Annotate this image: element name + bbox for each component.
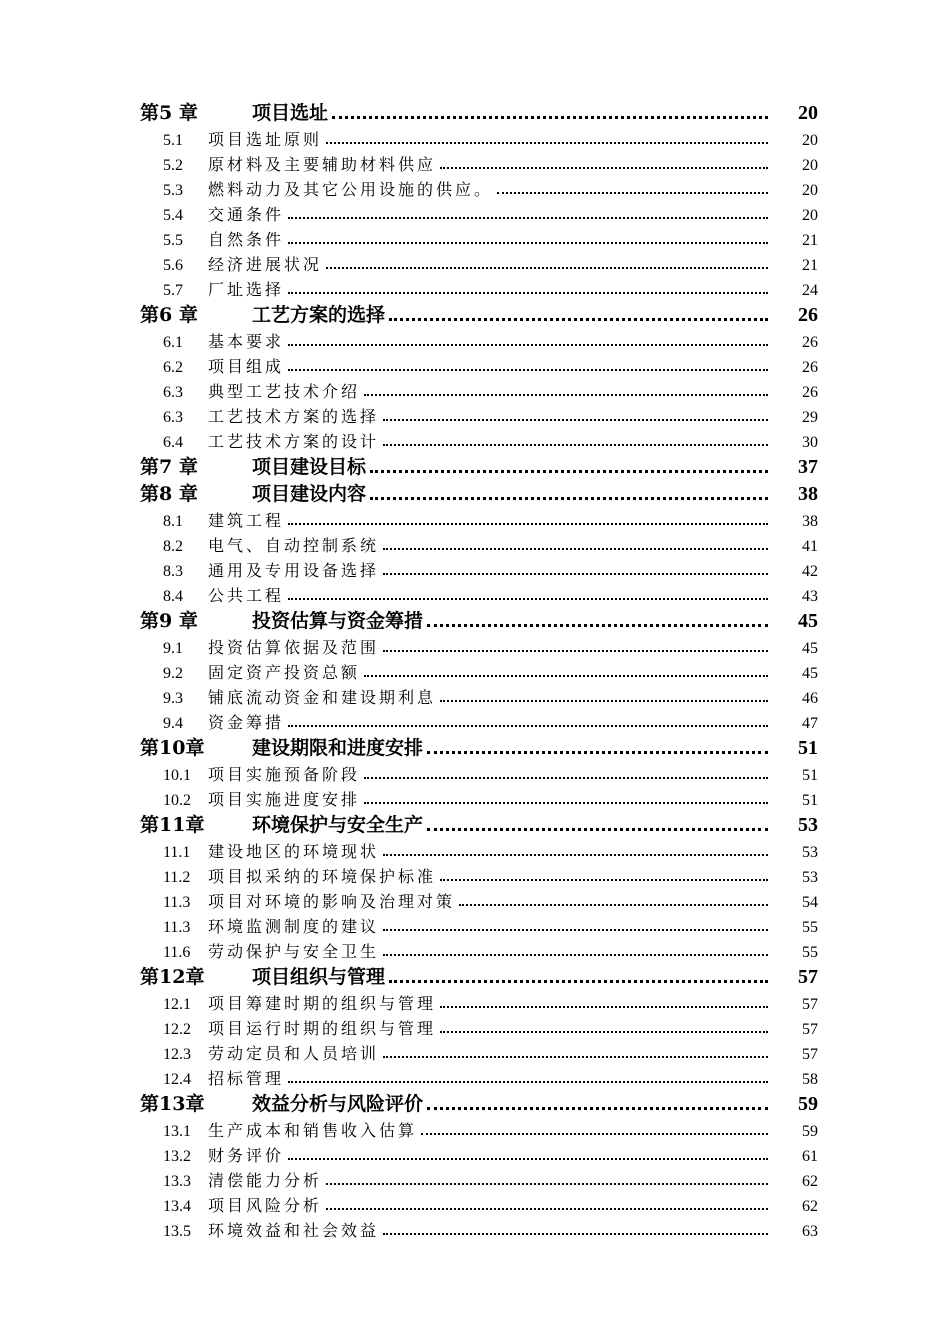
toc-section-entry[interactable] bbox=[140, 1116, 818, 1141]
toc-entry-number: 12.3 bbox=[163, 1046, 191, 1063]
toc-chapter-entry[interactable] bbox=[140, 1089, 818, 1116]
toc-page-number: 20 bbox=[802, 207, 818, 224]
toc-page-number: 55 bbox=[802, 919, 818, 936]
toc-page-number: 38 bbox=[802, 513, 818, 530]
toc-page-number: 20 bbox=[802, 182, 818, 199]
toc-section-entry[interactable] bbox=[140, 760, 818, 785]
toc-chapter-entry[interactable] bbox=[140, 733, 818, 760]
toc-section-entry[interactable] bbox=[140, 1014, 818, 1039]
toc-section-entry[interactable] bbox=[140, 1216, 818, 1241]
toc-entry-number: 12.2 bbox=[163, 1021, 191, 1038]
toc-entry-title: 投资估算依据及范围 bbox=[208, 638, 380, 657]
toc-page-number: 59 bbox=[802, 1123, 818, 1140]
dot-leader bbox=[364, 393, 768, 396]
toc-page-number: 57 bbox=[802, 1021, 818, 1038]
toc-entry-number: 第11章 bbox=[140, 814, 205, 836]
toc-entry-number: 9.2 bbox=[163, 665, 183, 682]
toc-entry-title: 项目选址原则 bbox=[208, 130, 323, 149]
toc-entry-number: 11.2 bbox=[163, 869, 191, 886]
toc-entry-title: 公共工程 bbox=[208, 586, 285, 605]
toc-entry-title: 原材料及主要辅助材料供应 bbox=[208, 155, 437, 174]
toc-entry-title: 项目筹建时期的组织与管理 bbox=[208, 994, 437, 1013]
dot-leader bbox=[389, 979, 768, 983]
toc-entry-number: 第9 章 bbox=[140, 610, 198, 632]
toc-entry-title: 环境监测制度的建议 bbox=[208, 917, 380, 936]
toc-page-number: 53 bbox=[798, 814, 818, 836]
toc-entry-number: 9.1 bbox=[163, 640, 183, 657]
toc-section-entry[interactable] bbox=[140, 506, 818, 531]
dot-leader bbox=[288, 291, 768, 294]
toc-entry-number: 5.4 bbox=[163, 207, 183, 224]
dot-leader bbox=[326, 1182, 768, 1185]
toc-page-number: 38 bbox=[798, 483, 818, 505]
dot-leader bbox=[288, 343, 768, 346]
toc-entry-title: 基本要求 bbox=[208, 332, 285, 351]
toc-entry-number: 11.1 bbox=[163, 844, 191, 861]
toc-section-entry[interactable] bbox=[140, 200, 818, 225]
toc-entry-number: 11.3 bbox=[163, 894, 191, 911]
toc-page-number: 51 bbox=[798, 737, 818, 759]
dot-leader bbox=[288, 522, 768, 525]
toc-entry-number: 5.7 bbox=[163, 282, 183, 299]
dot-leader bbox=[427, 750, 768, 754]
dot-leader bbox=[364, 801, 768, 804]
toc-page-number: 46 bbox=[802, 690, 818, 707]
dot-leader bbox=[459, 903, 768, 906]
toc-entry-title: 项目对环境的影响及治理对策 bbox=[208, 892, 456, 911]
toc-page-number: 24 bbox=[802, 282, 818, 299]
dot-leader bbox=[370, 469, 768, 473]
toc-entry-number: 13.4 bbox=[163, 1198, 191, 1215]
dot-leader bbox=[383, 572, 768, 575]
toc-entry-number: 第5 章 bbox=[140, 102, 198, 124]
toc-entry-title: 工艺技术方案的选择 bbox=[208, 407, 380, 426]
toc-entry-number: 11.6 bbox=[163, 944, 191, 961]
toc-entry-number: 第10章 bbox=[140, 737, 205, 759]
toc-section-entry[interactable] bbox=[140, 402, 818, 427]
toc-entry-number: 6.1 bbox=[163, 334, 183, 351]
toc-page-number: 57 bbox=[802, 1046, 818, 1063]
toc-page-number: 55 bbox=[802, 944, 818, 961]
dot-leader bbox=[332, 115, 768, 119]
toc-entry-number: 13.3 bbox=[163, 1173, 191, 1190]
toc-page-number: 62 bbox=[802, 1198, 818, 1215]
dot-leader bbox=[383, 928, 768, 931]
toc-chapter-entry[interactable] bbox=[140, 810, 818, 837]
toc-page-number: 21 bbox=[802, 232, 818, 249]
toc-page-number: 53 bbox=[802, 869, 818, 886]
toc-entry-title: 工艺方案的选择 bbox=[252, 304, 386, 326]
toc-entry-title: 电气、自动控制系统 bbox=[208, 536, 380, 555]
toc-entry-number: 10.1 bbox=[163, 767, 191, 784]
toc-entry-number: 6.3 bbox=[163, 384, 183, 401]
toc-section-entry[interactable] bbox=[140, 1191, 818, 1216]
toc-page-number: 43 bbox=[802, 588, 818, 605]
toc-page-number: 29 bbox=[802, 409, 818, 426]
toc-entry-title: 典型工艺技术介绍 bbox=[208, 382, 361, 401]
toc-entry-title: 项目建设目标 bbox=[252, 456, 367, 478]
toc-entry-number: 9.4 bbox=[163, 715, 183, 732]
toc-entry-title: 资金筹措 bbox=[208, 713, 285, 732]
toc-section-entry[interactable] bbox=[140, 531, 818, 556]
toc-section-entry[interactable] bbox=[140, 837, 818, 862]
dot-leader bbox=[288, 1080, 768, 1083]
toc-section-entry[interactable] bbox=[140, 658, 818, 683]
toc-entry-title: 建筑工程 bbox=[208, 511, 285, 530]
toc-page-number: 26 bbox=[798, 304, 818, 326]
dot-leader bbox=[427, 1106, 768, 1110]
toc-section-entry[interactable] bbox=[140, 327, 818, 352]
toc-section-entry[interactable] bbox=[140, 1166, 818, 1191]
dot-leader bbox=[383, 443, 768, 446]
toc-entry-title: 生产成本和销售收入估算 bbox=[208, 1121, 418, 1140]
toc-page-number: 21 bbox=[802, 257, 818, 274]
toc-page-number: 42 bbox=[802, 563, 818, 580]
toc-entry-title: 劳动定员和人员培训 bbox=[208, 1044, 380, 1063]
toc-entry-title: 交通条件 bbox=[208, 205, 285, 224]
toc-entry-number: 9.3 bbox=[163, 690, 183, 707]
dot-leader bbox=[288, 216, 768, 219]
dot-leader bbox=[364, 674, 768, 677]
toc-section-entry[interactable] bbox=[140, 175, 818, 200]
dot-leader bbox=[383, 649, 768, 652]
toc-entry-title: 环境保护与安全生产 bbox=[252, 814, 424, 836]
toc-page-number: 26 bbox=[802, 334, 818, 351]
toc-entry-title: 项目选址 bbox=[252, 102, 329, 124]
toc-entry-title: 项目拟采纳的环境保护标准 bbox=[208, 867, 437, 886]
toc-entry-number: 第6 章 bbox=[140, 304, 198, 326]
toc-entry-title: 燃料动力及其它公用设施的供应。 bbox=[208, 180, 494, 199]
toc-entry-title: 经济进展状况 bbox=[208, 255, 323, 274]
toc-section-entry[interactable] bbox=[140, 862, 818, 887]
toc-entry-number: 5.5 bbox=[163, 232, 183, 249]
toc-section-entry[interactable] bbox=[140, 633, 818, 658]
toc-page-number: 37 bbox=[798, 456, 818, 478]
toc-entry-title: 项目实施进度安排 bbox=[208, 790, 361, 809]
toc-entry-title: 劳动保护与安全卫生 bbox=[208, 942, 380, 961]
toc-entry-number: 6.3 bbox=[163, 409, 183, 426]
dot-leader bbox=[288, 724, 768, 727]
toc-chapter-entry[interactable] bbox=[140, 479, 818, 506]
toc-section-entry[interactable] bbox=[140, 989, 818, 1014]
dot-leader bbox=[288, 368, 768, 371]
toc-entry-title: 建设期限和进度安排 bbox=[252, 737, 424, 759]
toc-section-entry[interactable] bbox=[140, 912, 818, 937]
toc-section-entry[interactable] bbox=[140, 937, 818, 962]
toc-entry-number: 第13章 bbox=[140, 1093, 205, 1115]
toc-section-entry[interactable] bbox=[140, 785, 818, 810]
toc-section-entry[interactable] bbox=[140, 377, 818, 402]
toc-section-entry[interactable] bbox=[140, 225, 818, 250]
toc-page-number: 57 bbox=[798, 966, 818, 988]
toc-entry-title: 投资估算与资金筹措 bbox=[252, 610, 424, 632]
toc-chapter-entry[interactable] bbox=[140, 98, 818, 125]
dot-leader bbox=[383, 1055, 768, 1058]
dot-leader bbox=[383, 853, 768, 856]
dot-leader bbox=[440, 699, 768, 702]
toc-page-number: 20 bbox=[802, 132, 818, 149]
toc-page-number: 47 bbox=[802, 715, 818, 732]
toc-entry-title: 厂址选择 bbox=[208, 280, 285, 299]
toc-section-entry[interactable] bbox=[140, 1064, 818, 1089]
dot-leader bbox=[427, 827, 768, 831]
toc-page-number: 58 bbox=[802, 1071, 818, 1088]
dot-leader bbox=[370, 496, 768, 500]
toc-page-number: 61 bbox=[802, 1148, 818, 1165]
toc-page-number: 26 bbox=[802, 359, 818, 376]
toc-page-number: 54 bbox=[802, 894, 818, 911]
toc-entry-title: 项目组织与管理 bbox=[252, 966, 386, 988]
toc-entry-number: 8.1 bbox=[163, 513, 183, 530]
toc-entry-number: 第8 章 bbox=[140, 483, 198, 505]
dot-leader bbox=[288, 1157, 768, 1160]
toc-entry-title: 建设地区的环境现状 bbox=[208, 842, 380, 861]
dot-leader bbox=[440, 1005, 768, 1008]
toc-entry-title: 工艺技术方案的设计 bbox=[208, 432, 380, 451]
table-of-contents bbox=[140, 98, 818, 1241]
toc-section-entry[interactable] bbox=[140, 1141, 818, 1166]
dot-leader bbox=[421, 1132, 768, 1135]
toc-section-entry[interactable] bbox=[140, 708, 818, 733]
dot-leader bbox=[383, 953, 768, 956]
toc-chapter-entry[interactable] bbox=[140, 300, 818, 327]
dot-leader bbox=[383, 418, 768, 421]
toc-entry-number: 5.2 bbox=[163, 157, 183, 174]
toc-section-entry[interactable] bbox=[140, 352, 818, 377]
dot-leader bbox=[440, 1030, 768, 1033]
dot-leader bbox=[440, 878, 768, 881]
dot-leader bbox=[389, 317, 768, 321]
toc-entry-title: 财务评价 bbox=[208, 1146, 285, 1165]
dot-leader bbox=[326, 266, 768, 269]
dot-leader bbox=[288, 597, 768, 600]
toc-entry-number: 8.2 bbox=[163, 538, 183, 555]
dot-leader bbox=[383, 1232, 768, 1235]
toc-chapter-entry[interactable] bbox=[140, 606, 818, 633]
toc-entry-number: 6.2 bbox=[163, 359, 183, 376]
toc-page-number: 51 bbox=[802, 767, 818, 784]
dot-leader bbox=[427, 623, 768, 627]
toc-entry-title: 招标管理 bbox=[208, 1069, 285, 1088]
toc-entry-title: 项目组成 bbox=[208, 357, 285, 376]
toc-section-entry[interactable] bbox=[140, 887, 818, 912]
dot-leader bbox=[440, 166, 768, 169]
toc-entry-number: 10.2 bbox=[163, 792, 191, 809]
toc-entry-number: 5.1 bbox=[163, 132, 183, 149]
toc-entry-title: 自然条件 bbox=[208, 230, 285, 249]
toc-page-number: 45 bbox=[802, 665, 818, 682]
toc-entry-title: 效益分析与风险评价 bbox=[252, 1093, 424, 1115]
toc-page-number: 51 bbox=[802, 792, 818, 809]
toc-entry-number: 6.4 bbox=[163, 434, 183, 451]
dot-leader bbox=[326, 1207, 768, 1210]
toc-entry-number: 8.3 bbox=[163, 563, 183, 580]
dot-leader bbox=[288, 241, 768, 244]
toc-section-entry[interactable] bbox=[140, 556, 818, 581]
toc-section-entry[interactable] bbox=[140, 125, 818, 150]
toc-page-number: 41 bbox=[802, 538, 818, 555]
toc-entry-number: 第7 章 bbox=[140, 456, 198, 478]
toc-entry-number: 5.3 bbox=[163, 182, 183, 199]
toc-chapter-entry[interactable] bbox=[140, 452, 818, 479]
dot-leader bbox=[383, 547, 768, 550]
toc-entry-number: 11.3 bbox=[163, 919, 191, 936]
toc-chapter-entry[interactable] bbox=[140, 962, 818, 989]
toc-entry-title: 清偿能力分析 bbox=[208, 1171, 323, 1190]
toc-entry-number: 12.4 bbox=[163, 1071, 191, 1088]
toc-page-number: 53 bbox=[802, 844, 818, 861]
toc-page-number: 59 bbox=[798, 1093, 818, 1115]
toc-page-number: 62 bbox=[802, 1173, 818, 1190]
dot-leader bbox=[326, 141, 768, 144]
toc-page-number: 20 bbox=[802, 157, 818, 174]
toc-section-entry[interactable] bbox=[140, 275, 818, 300]
toc-page-number: 26 bbox=[802, 384, 818, 401]
toc-section-entry[interactable] bbox=[140, 1039, 818, 1064]
toc-entry-number: 13.5 bbox=[163, 1223, 191, 1240]
toc-page-number: 57 bbox=[802, 996, 818, 1013]
toc-section-entry[interactable] bbox=[140, 427, 818, 452]
toc-page-number: 45 bbox=[802, 640, 818, 657]
toc-entry-title: 通用及专用设备选择 bbox=[208, 561, 380, 580]
toc-section-entry[interactable] bbox=[140, 250, 818, 275]
toc-entry-number: 12.1 bbox=[163, 996, 191, 1013]
dot-leader bbox=[364, 776, 768, 779]
toc-page-number: 63 bbox=[802, 1223, 818, 1240]
toc-section-entry[interactable] bbox=[140, 581, 818, 606]
toc-entry-title: 环境效益和社会效益 bbox=[208, 1221, 380, 1240]
toc-entry-title: 项目风险分析 bbox=[208, 1196, 323, 1215]
toc-page-number: 45 bbox=[798, 610, 818, 632]
toc-entry-number: 13.2 bbox=[163, 1148, 191, 1165]
toc-entry-title: 项目实施预备阶段 bbox=[208, 765, 361, 784]
toc-entry-number: 13.1 bbox=[163, 1123, 191, 1140]
toc-section-entry[interactable] bbox=[140, 683, 818, 708]
toc-entry-title: 项目建设内容 bbox=[252, 483, 367, 505]
toc-page-number: 30 bbox=[802, 434, 818, 451]
dot-leader bbox=[497, 191, 768, 194]
toc-entry-title: 项目运行时期的组织与管理 bbox=[208, 1019, 437, 1038]
toc-entry-number: 第12章 bbox=[140, 966, 205, 988]
toc-entry-title: 固定资产投资总额 bbox=[208, 663, 361, 682]
toc-entry-number: 8.4 bbox=[163, 588, 183, 605]
toc-section-entry[interactable] bbox=[140, 150, 818, 175]
toc-page-number: 20 bbox=[798, 102, 818, 124]
toc-entry-number: 5.6 bbox=[163, 257, 183, 274]
toc-entry-title: 铺底流动资金和建设期利息 bbox=[208, 688, 437, 707]
